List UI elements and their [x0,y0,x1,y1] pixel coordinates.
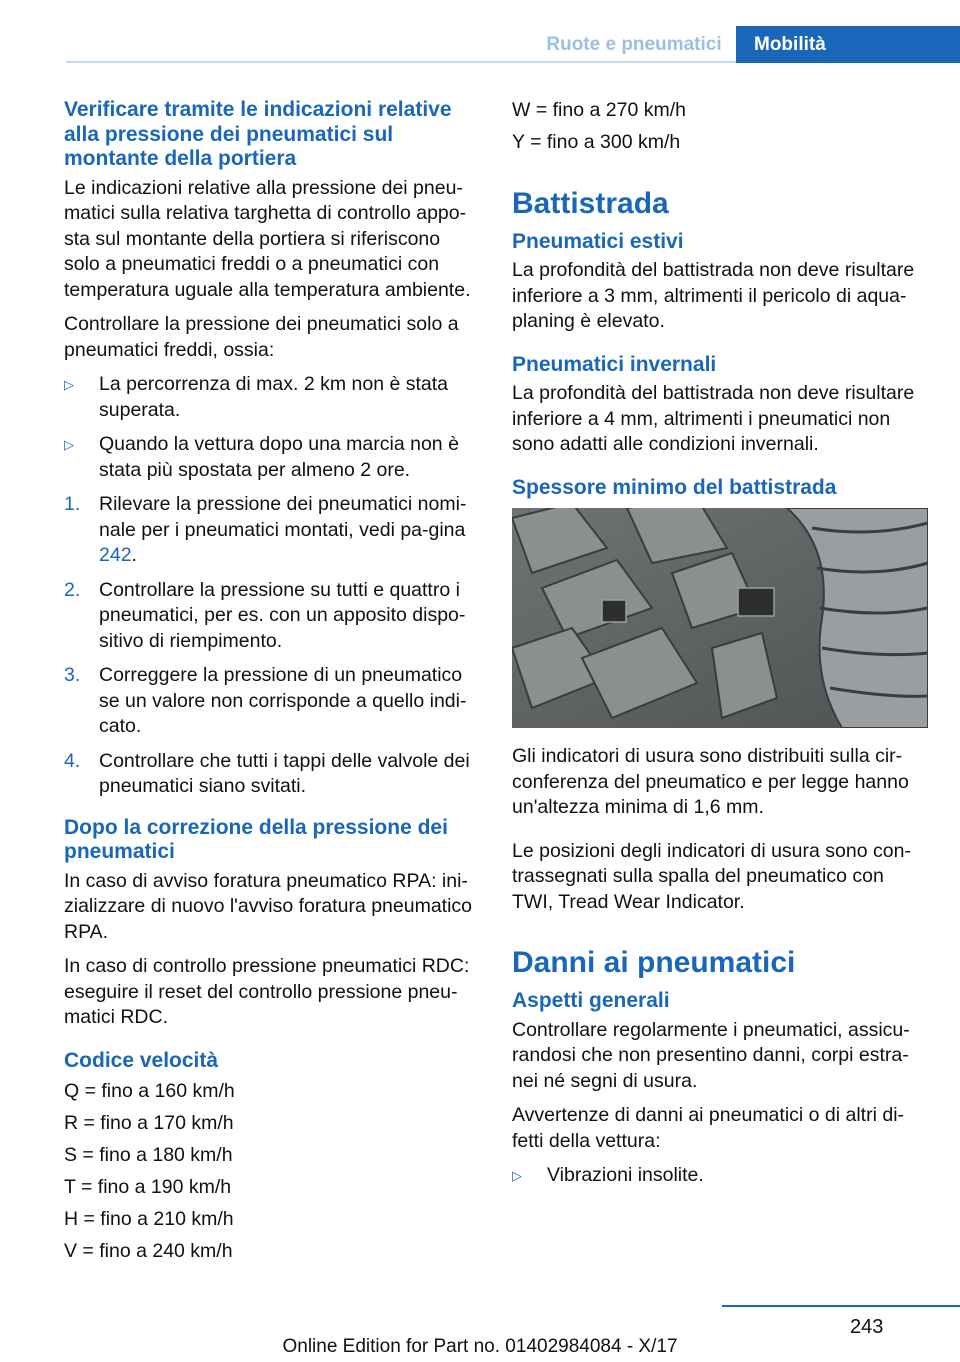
paragraph: In caso di controllo pressione pneumatici RDC: eseguire il reset del controllo pressione pneu-matici RDC. [64,955,470,1028]
heading-summer-tires: Pneumatici estivi [512,229,684,253]
step-number: 4. [64,749,81,772]
paragraph: La profondità del battistrada non deve risultare inferiore a 4 mm, altrimenti i pneumatici non sono adatti alle condizioni invernali. [512,382,915,455]
paragraph: Avvertenze di danni ai pneumatici o di altri di-fetti della vettura: [512,1104,905,1152]
step-item [64,749,478,800]
heading-winter-tires: Pneumatici invernali [512,352,717,376]
speed-code-line: Y = fino a 300 km/h [512,131,681,153]
heading-tire-damage: Danni ai pneumatici [512,946,796,979]
header-chapter-tab: Mobilità [736,26,960,63]
speed-code-line: R = fino a 170 km/h [64,1112,234,1134]
bullet-item [64,372,478,423]
paragraph: La profondità del battistrada non deve risultare inferiore a 3 mm, altrimenti il pericolo di aqua-planing è elevato. [512,259,915,332]
page-number: 243 [850,1316,884,1338]
heading-min-tread: Spessore minimo del battistrada [512,475,837,499]
heading-verify-pressure: Verificare tramite le indicazioni relative alla pressione dei pneumatici sul montante della portiera [64,98,452,170]
bullet-text: La percorrenza di max. 2 km non è stata superata. [99,373,449,421]
bullet-text: Quando la vettura dopo una marcia non è stata più spostata per almeno 2 ore. [99,433,459,481]
paragraph: Le indicazioni relative alla pressione dei pneu-matici sulla relativa targhetta di controllo appo-sta sul montante della portiera si riferiscono solo a pneumatici freddi o a pneumatici con temperatura uguale alla temperatura ambiente. [64,176,471,301]
speed-code-line: V = fino a 240 km/h [64,1240,233,1262]
step-number: 3. [64,664,81,686]
triangle-right-icon: ▷ [64,377,74,392]
paragraph: Controllare regolarmente i pneumatici, assicu-randosi che non presentino danni, corpi estra-nei né segni di usura. [512,1018,910,1092]
speed-code-line: T = fino a 190 km/h [64,1176,232,1198]
bullet-text: Vibrazioni insolite. [547,1164,704,1186]
heading-speed-code: Codice velocità [64,1048,219,1072]
triangle-right-icon: ▷ [64,437,74,452]
step-text: Controllare la pressione su tutti e quattro i pneumatici, per es. con un apposito dispo-sitivo di riempimento. [99,578,466,652]
step-text: Rilevare la pressione dei pneumatici nomi-nale per i pneumatici montati, vedi pa-gina 242. [99,493,467,566]
page-link[interactable]: 242 [99,544,132,566]
speed-code-line: S = fino a 180 km/h [64,1144,233,1166]
step-text: Correggere la pressione di un pneumatico se un valore non corrisponde a quello indi-cato. [99,664,467,737]
step-number: 2. [64,578,81,601]
left-column [64,98,478,1271]
paragraph: Le posizioni degli indicatori di usura sono con-trassegnati sulla spalla del pneumatico con TWI, Tread Wear Indicator. [512,839,911,913]
paragraph: Controllare la pressione dei pneumatici solo a pneumatici freddi, ossia: [64,313,459,361]
footer-rule [722,1305,960,1307]
paragraph: Gli indicatori di usura sono distribuiti sulla cir-conferenza del pneumatico e per legge hanno un'altezza minima di 1,6 mm. [512,745,909,818]
heading-after-correction: Dopo la correzione della pressione dei pneumatici [64,815,448,863]
tire-tread-photo [512,508,928,728]
speed-code-line: H = fino a 210 km/h [64,1208,234,1230]
step-item [64,578,478,655]
heading-general-aspects: Aspetti generali [512,989,670,1012]
step-item [64,663,478,740]
footer-edition: Online Edition for Part no. 01402984084 - X/17 [282,1336,678,1357]
paragraph: In caso di avviso foratura pneumatico RPA: ini-zializzare di nuovo l'avviso foratura pneumatico RPA. [64,869,473,943]
step-text: Controllare che tutti i tappi delle valvole dei pneumatici siano svitati. [99,749,470,797]
bullet-item [64,432,478,483]
bullet-item [512,1163,928,1189]
step-number: 1. [64,493,81,515]
heading-tread: Battistrada [512,186,669,220]
right-column [512,98,928,1198]
speed-code-line: W = fino a 270 km/h [512,99,686,121]
speed-code-line: Q = fino a 160 km/h [64,1080,235,1102]
triangle-right-icon: ▷ [512,1168,522,1183]
header-section-title: Ruote e pneumatici [546,34,722,55]
step-item [64,492,478,569]
